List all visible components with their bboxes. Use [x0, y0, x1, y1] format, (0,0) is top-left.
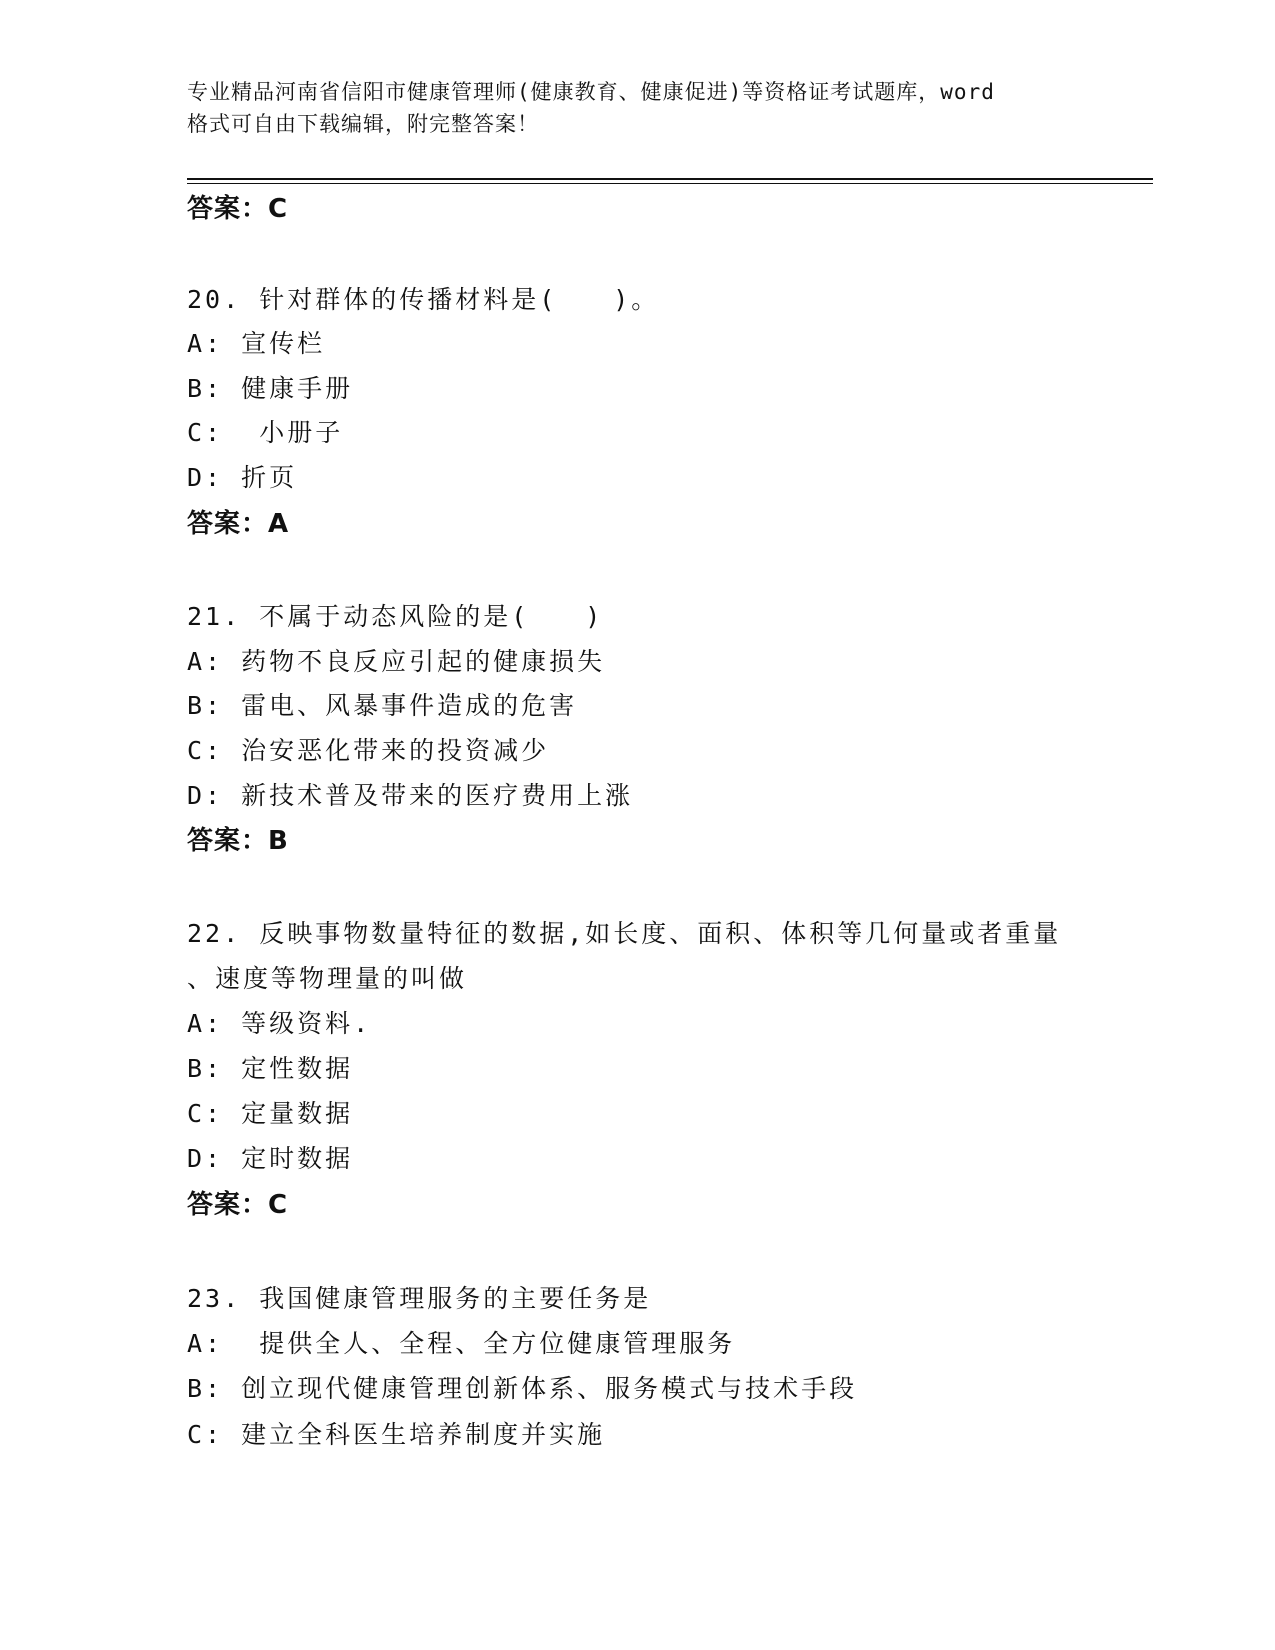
question-20-answer: 答案：A — [187, 509, 290, 539]
question-22-option-c: C: 定量数据 — [187, 1099, 354, 1128]
question-23-option-b: B: 创立现代健康管理创新体系、服务模式与技术手段 — [187, 1374, 858, 1403]
question-20-option-a: A: 宣传栏 — [187, 329, 326, 358]
question-22-answer: 答案：C — [187, 1190, 289, 1220]
question-22-stem: 22. 反映事物数量特征的数据,如长度、面积、体积等几何量或者重量 — [187, 919, 1062, 948]
document-header — [187, 76, 1087, 140]
header-divider-thick — [187, 178, 1153, 180]
question-22-option-a: A: 等级资料. — [187, 1009, 372, 1038]
question-22-stem-continued: 、速度等物理量的叫做 — [187, 964, 468, 993]
header-divider-thin — [187, 183, 1153, 184]
question-21-option-a: A: 药物不良反应引起的健康损失 — [187, 647, 606, 676]
question-21-option-d: D: 新技术普及带来的医疗费用上涨 — [187, 781, 634, 810]
question-21-option-c: C: 治安恶化带来的投资减少 — [187, 736, 550, 765]
question-23-option-c: C: 建立全科医生培养制度并实施 — [187, 1420, 606, 1449]
question-21-answer: 答案：B — [187, 826, 289, 856]
question-20-option-c: C: 小册子 — [187, 418, 344, 447]
header-line-1: 专业精品河南省信阳市健康管理师(健康教育、健康促进)等资格证考试题库，word — [187, 80, 995, 104]
question-22-option-b: B: 定性数据 — [187, 1054, 354, 1083]
question-20-option-b: B: 健康手册 — [187, 374, 354, 403]
answer-previous: 答案：C — [187, 194, 289, 224]
question-21-stem: 21. 不属于动态风险的是( ) — [187, 602, 604, 631]
question-20-option-d: D: 折页 — [187, 463, 298, 492]
header-line-2: 格式可自由下载编辑，附完整答案！ — [187, 112, 539, 136]
question-21-option-b: B: 雷电、风暴事件造成的危害 — [187, 691, 578, 720]
question-23-stem: 23. 我国健康管理服务的主要任务是 — [187, 1284, 652, 1313]
question-22-option-d: D: 定时数据 — [187, 1144, 354, 1173]
question-23-option-a: A: 提供全人、全程、全方位健康管理服务 — [187, 1329, 736, 1358]
question-20-stem: 20. 针对群体的传播材料是( )。 — [187, 285, 660, 314]
